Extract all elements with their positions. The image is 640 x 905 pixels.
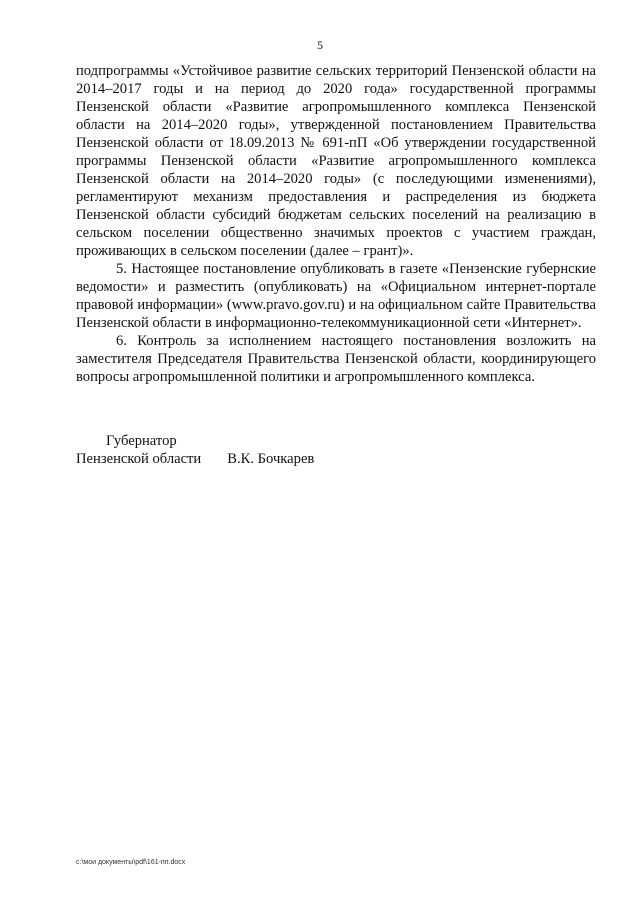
signatory-title: Губернатор bbox=[106, 433, 177, 449]
footer-file-path: c:\мои документы\pdf\161-пп.docx bbox=[76, 859, 186, 866]
document-body bbox=[76, 62, 596, 386]
signatory-region: Пензенской области bbox=[76, 451, 202, 467]
signatory-name: В.К. Бочкарев bbox=[227, 451, 315, 467]
page-number: 5 bbox=[317, 38, 323, 52]
paragraph-control: 6. Контроль за исполнением настоящего постановления возложить на заместителя Председателя Правительства Пензенской области, координирующего вопросы агропромышленной политики и агропромышленного комплекса. bbox=[76, 333, 596, 385]
paragraph-publication: 5. Настоящее постановление опубликовать в газете «Пензенские губернские ведомости» и разместить (опубликовать) на «Официальном интернет-портале правовой информации» (www.pravo.gov.ru) и на официальном сайте Правительства Пензенской области в информационно-телекоммуникационной сети «Интернет». bbox=[76, 261, 596, 331]
signature-block bbox=[76, 432, 476, 468]
paragraph-continuation: подпрограммы «Устойчивое развитие сельских территорий Пензенской области на 2014–2017 годы и на период до 2020 года» государственной программы Пензенской области «Развитие агропромышленного комплекса Пензенской области на 2014–2020 годы», утвержденной постановлением Правительства Пензенской области от 18.09.2013 № 691-пП «Об утверждении государственной программы Пензенской области «Развитие агропромышленного комплекса Пензенской области на 2014–2020 годы» (с последующими изменениями), регламентируют механизм предоставления и распределения из бюджета Пензенской области субсидий бюджетам сельских поселений на реализацию в сельском поселении общественно значимых проектов с участием граждан, проживающих в сельском поселении (далее – грант)». bbox=[76, 63, 596, 259]
signatory-line bbox=[76, 450, 476, 468]
